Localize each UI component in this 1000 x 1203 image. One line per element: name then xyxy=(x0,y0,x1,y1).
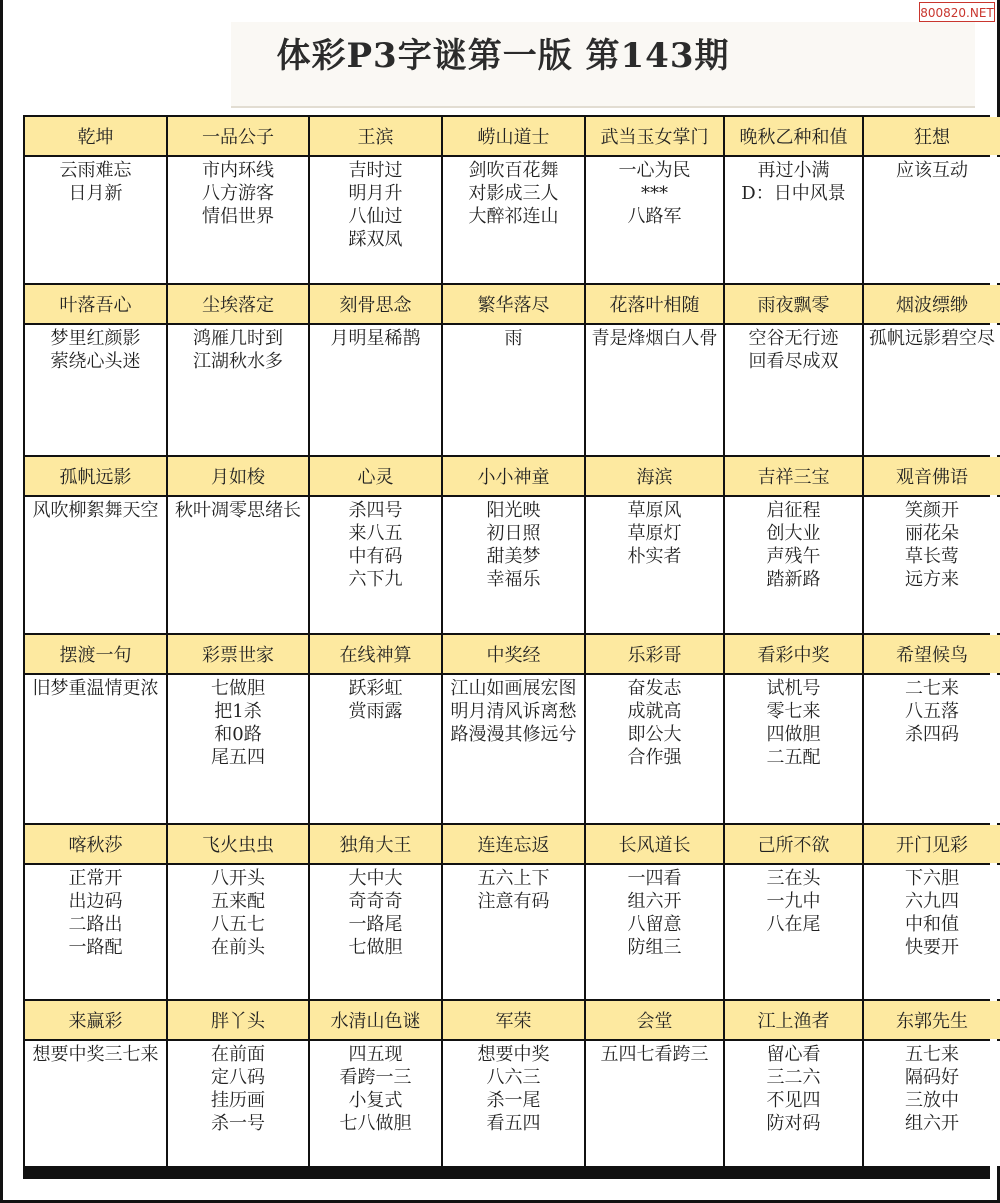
column-header: 军荣 xyxy=(443,1001,584,1039)
column-header: 开门见彩 xyxy=(864,825,1000,863)
column-header: 晚秋乙种和值 xyxy=(725,117,862,155)
riddle-cell: 下六胆 六九四 中和值 快要开 xyxy=(864,865,1000,999)
riddle-cell: 空谷无行迹 回看尽成双 xyxy=(725,325,862,455)
riddle-cell: 风吹柳絮舞天空 xyxy=(25,497,166,633)
riddle-cell: 在前面 定八码 挂历画 杀一号 xyxy=(168,1041,308,1166)
riddle-cell: 草原风 草原灯 朴实者 xyxy=(586,497,723,633)
riddle-cell: 笑颜开 丽花朵 草长莺 远方来 xyxy=(864,497,1000,633)
column-header: 会堂 xyxy=(586,1001,723,1039)
page-title: 体彩P3字谜第一版 第143期 xyxy=(276,36,730,76)
column-header: 摆渡一句 xyxy=(25,635,166,673)
column-header: 江上渔者 xyxy=(725,1001,862,1039)
column-header: 胖丫头 xyxy=(168,1001,308,1039)
riddle-cell: 留心看 三二六 不见四 防对码 xyxy=(725,1041,862,1166)
riddle-cell: 四五现 看跨一三 小复式 七八做胆 xyxy=(310,1041,441,1166)
riddle-cell: 启征程 创大业 声残午 踏新路 xyxy=(725,497,862,633)
column-header: 希望候鸟 xyxy=(864,635,1000,673)
riddle-cell: 杀四号 来八五 中有码 六下九 xyxy=(310,497,441,633)
riddle-cell: 五四七看跨三 xyxy=(586,1041,723,1166)
riddle-cell: 雨 xyxy=(443,325,584,455)
column-header: 刻骨思念 xyxy=(310,285,441,323)
riddle-cell: 八开头 五来配 八五七 在前头 xyxy=(168,865,308,999)
riddle-cell: 应该互动 xyxy=(864,157,1000,283)
riddle-cell: 剑吹百花舞 对影成三人 大醉祁连山 xyxy=(443,157,584,283)
column-header: 花落叶相随 xyxy=(586,285,723,323)
column-header: 孤帆远影 xyxy=(25,457,166,495)
riddle-cell: 吉时过 明月升 八仙过 踩双凤 xyxy=(310,157,441,283)
column-header: 中奖经 xyxy=(443,635,584,673)
riddle-cell: 云雨难忘 日月新 xyxy=(25,157,166,283)
riddle-cell: 想要中奖 八六三 杀一尾 看五四 xyxy=(443,1041,584,1166)
riddle-cell: 五七来 隔码好 三放中 组六开 xyxy=(864,1041,1000,1166)
riddle-cell: 试机号 零七来 四做胆 二五配 xyxy=(725,675,862,823)
column-header: 吉祥三宝 xyxy=(725,457,862,495)
column-header: 月如梭 xyxy=(168,457,308,495)
column-header: 繁华落尽 xyxy=(443,285,584,323)
riddle-table xyxy=(23,115,995,1179)
column-header: 雨夜飘零 xyxy=(725,285,862,323)
column-header: 烟波缥缈 xyxy=(864,285,1000,323)
column-header: 小小神童 xyxy=(443,457,584,495)
riddle-cell: 奋发志 成就高 即公大 合作强 xyxy=(586,675,723,823)
column-header: 王滨 xyxy=(310,117,441,155)
riddle-cell: 二七来 八五落 杀四码 xyxy=(864,675,1000,823)
riddle-cell: 旧梦重温情更浓 xyxy=(25,675,166,823)
riddle-cell: 大中大 奇奇奇 一路尾 七做胆 xyxy=(310,865,441,999)
column-header: 独角大王 xyxy=(310,825,441,863)
column-header: 海滨 xyxy=(586,457,723,495)
riddle-cell: 青是烽烟白人骨 xyxy=(586,325,723,455)
riddle-cell: 七做胆 把1杀 和0路 尾五四 xyxy=(168,675,308,823)
riddle-cell: 梦里红颜影 萦绕心头迷 xyxy=(25,325,166,455)
riddle-cell: 鸿雁几时到 江湖秋水多 xyxy=(168,325,308,455)
column-header: 一品公子 xyxy=(168,117,308,155)
riddle-cell: 市内环线 八方游客 情侣世界 xyxy=(168,157,308,283)
riddle-cell: 一四看 组六开 八留意 防组三 xyxy=(586,865,723,999)
riddle-cell: 阳光映 初日照 甜美梦 幸福乐 xyxy=(443,497,584,633)
column-header: 看彩中奖 xyxy=(725,635,862,673)
riddle-cell: 江山如画展宏图 明月清风诉离愁 路漫漫其修远兮 xyxy=(443,675,584,823)
column-header: 水清山色谜 xyxy=(310,1001,441,1039)
riddle-cell: 五六上下 注意有码 xyxy=(443,865,584,999)
column-header: 长风道长 xyxy=(586,825,723,863)
column-header: 己所不欲 xyxy=(725,825,862,863)
column-header: 东郭先生 xyxy=(864,1001,1000,1039)
column-header: 在线神算 xyxy=(310,635,441,673)
column-header: 崂山道士 xyxy=(443,117,584,155)
riddle-cell: 跃彩虹 赏雨露 xyxy=(310,675,441,823)
column-header: 来赢彩 xyxy=(25,1001,166,1039)
riddle-cell: 一心为民 *** 八路军 xyxy=(586,157,723,283)
column-header: 观音佛语 xyxy=(864,457,1000,495)
riddle-cell: 正常开 出边码 二路出 一路配 xyxy=(25,865,166,999)
column-header: 乾坤 xyxy=(25,117,166,155)
riddle-cell: 秋叶凋零思绪长 xyxy=(168,497,308,633)
riddle-cell: 月明星稀鹊 xyxy=(310,325,441,455)
site-watermark: 800820.NET xyxy=(919,2,995,22)
riddle-cell: 三在头 一九中 八在尾 xyxy=(725,865,862,999)
column-header: 武当玉女掌门 xyxy=(586,117,723,155)
riddle-cell: 再过小满 D：日中风景 xyxy=(725,157,862,283)
column-header: 飞火虫虫 xyxy=(168,825,308,863)
column-header: 喀秋莎 xyxy=(25,825,166,863)
riddle-cell: 想要中奖三七来 xyxy=(25,1041,166,1166)
column-header: 叶落吾心 xyxy=(25,285,166,323)
column-header: 狂想 xyxy=(864,117,1000,155)
column-header: 彩票世家 xyxy=(168,635,308,673)
column-header: 心灵 xyxy=(310,457,441,495)
column-header: 连连忘返 xyxy=(443,825,584,863)
riddle-cell: 孤帆远影碧空尽 xyxy=(864,325,1000,455)
column-header: 乐彩哥 xyxy=(586,635,723,673)
column-header: 尘埃落定 xyxy=(168,285,308,323)
